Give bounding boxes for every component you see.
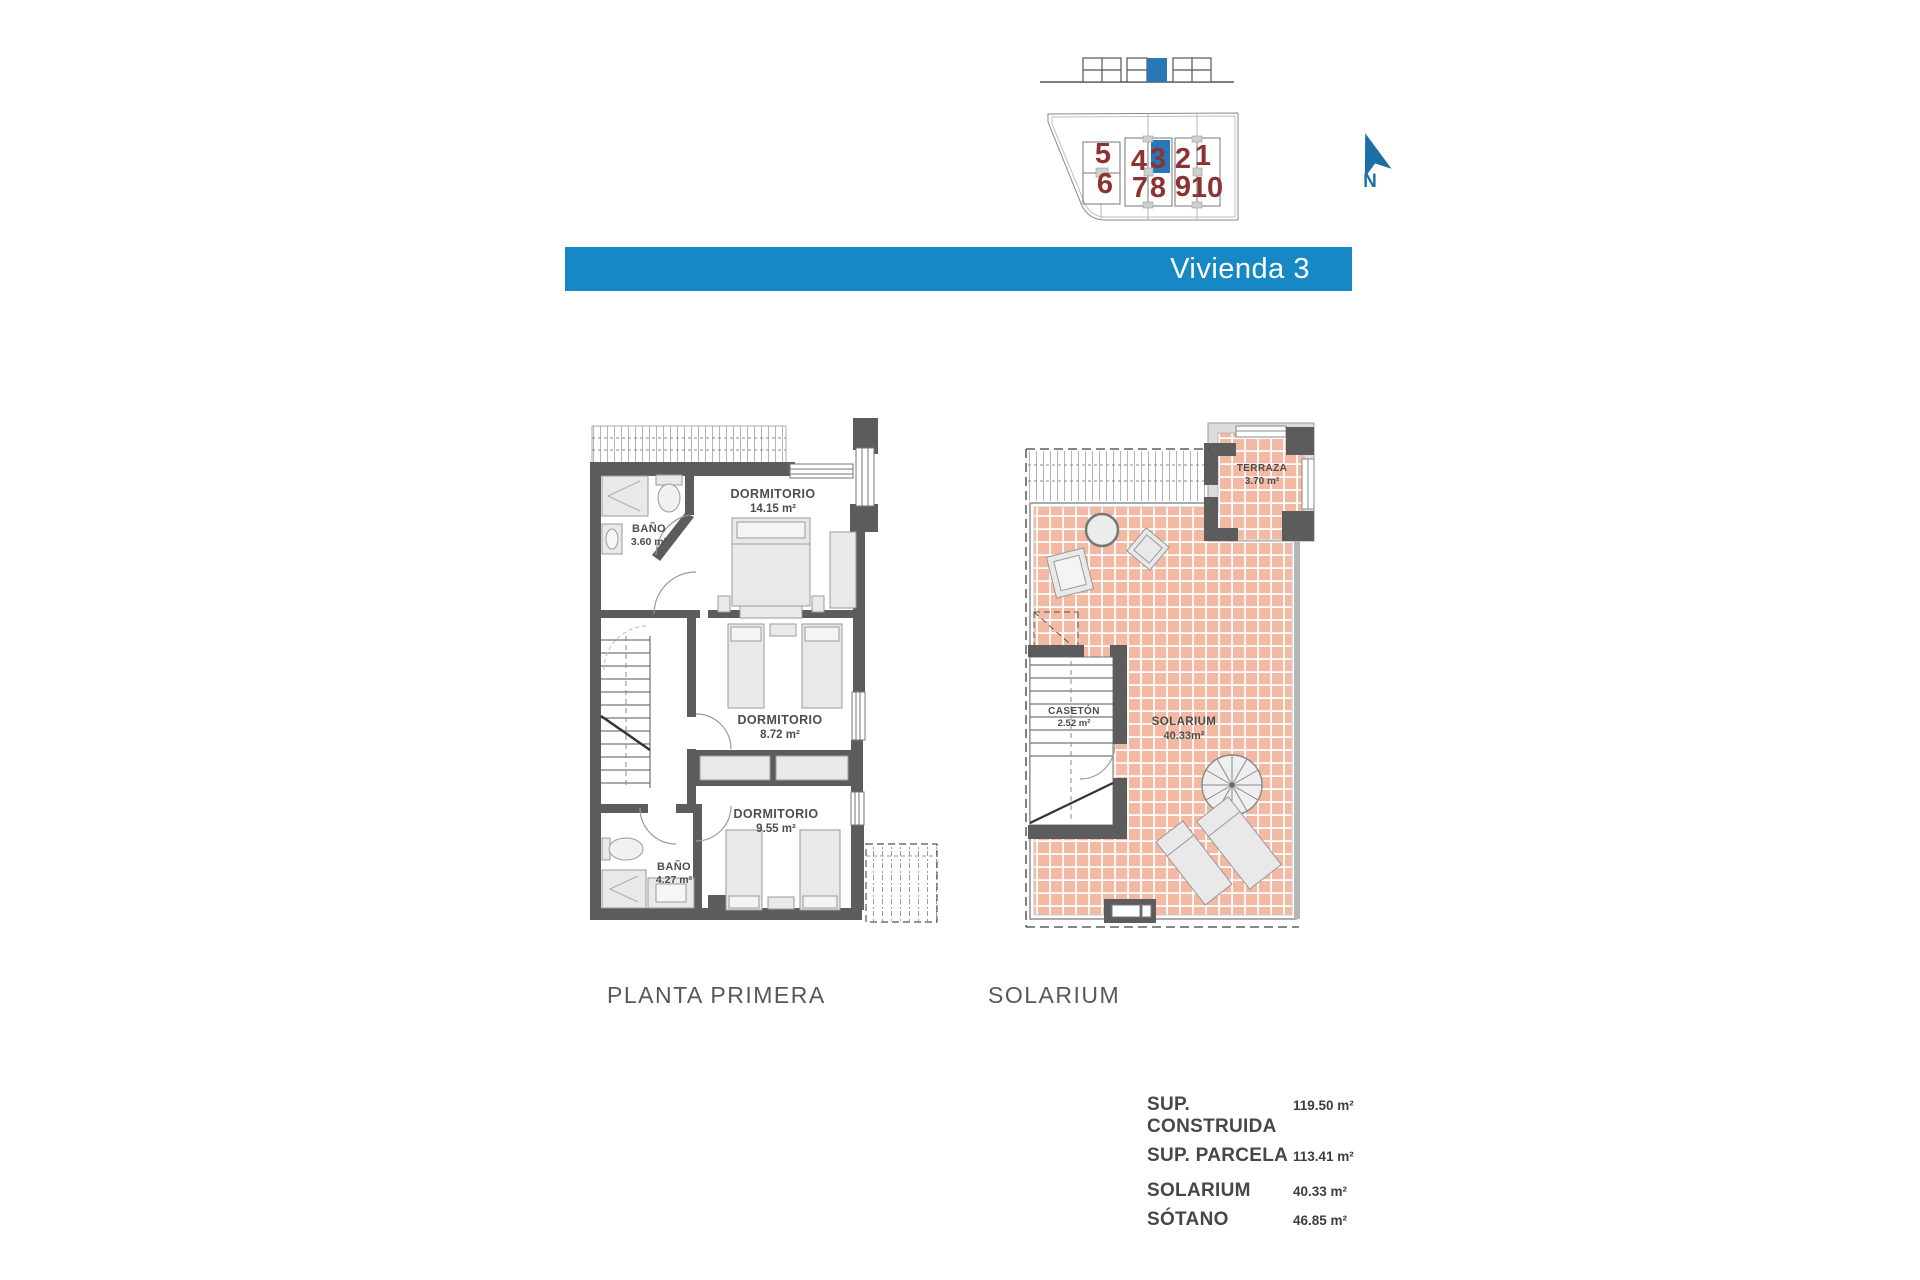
summary-value: 40.33 m² [1293,1184,1348,1199]
vivienda-banner-label: Vivienda 3 [1170,253,1310,285]
vivienda-banner [565,247,1352,291]
summary-row [1147,1145,1407,1167]
door-arcs [640,515,731,844]
unit-number: 9 [1174,171,1192,203]
room-area: 3.70 m² [1244,476,1280,487]
summary-value: 113.41 m² [1293,1149,1354,1164]
elevation-highlighted-unit [1147,58,1167,82]
floorplan-solarium [1012,413,1322,958]
room-label: TERRAZA [1236,463,1288,474]
staircase [601,626,650,788]
summary-label: SUP. PARCELA [1147,1145,1289,1166]
plan-title-solarium: SOLARIUM [988,982,1121,1008]
room-area: 3.60 m² [630,536,668,548]
room-area: 14.15 m² [749,503,797,515]
north-arrow-glyph [1352,130,1392,192]
summary-value: 46.85 m² [1293,1213,1348,1228]
north-arrow [1350,130,1396,192]
unit-number: 4 [1130,145,1148,177]
summary-row [1147,1209,1407,1231]
right-parapet-wall [1294,541,1300,919]
room-area: 4.27 m² [655,874,693,886]
room-area: 9.55 m² [756,823,796,835]
room-label: DORMITORIO [737,713,823,727]
room-label: CASETÓN [1048,706,1100,717]
room-label: SOLARIUM [1151,716,1217,728]
unit-number: 10 [1190,172,1224,204]
room-label: DORMITORIO [733,807,819,821]
unit-number: 6 [1096,168,1114,200]
elevation-buildings [1040,58,1234,82]
summary-value: 119.50 m² [1293,1098,1354,1113]
plan-title-planta-primera: PLANTA PRIMERA [607,982,826,1008]
unit-number: 8 [1149,172,1167,204]
caseton [1028,645,1127,839]
room-label: BAÑO [632,523,666,535]
north-label: N [1363,171,1377,192]
room-area: 2.52 m² [1057,718,1091,729]
unit-number: 3 [1149,143,1167,175]
unit-number: 5 [1094,138,1112,170]
summary-label: SÓTANO [1147,1209,1229,1230]
floorplan-planta-primera [590,418,940,943]
roof-hatch [1028,451,1209,501]
summary-label: SUP. CONSTRUIDA [1147,1094,1277,1137]
pergola-hatch-bottom [866,844,937,922]
room-label: BAÑO [657,861,691,873]
site-plan-drawing [1032,100,1262,235]
unit-number: 2 [1174,143,1192,175]
surface-summary [1147,1094,1407,1238]
roof-hatch-top [592,426,786,464]
summary-label: SOLARIUM [1147,1180,1251,1201]
summary-row [1147,1180,1407,1202]
unit-number: 1 [1194,140,1212,172]
summary-row [1147,1094,1407,1138]
room-label: DORMITORIO [730,487,816,501]
unit-number: 7 [1131,172,1149,204]
vent-block [1104,899,1156,923]
room-area: 40.33m² [1163,730,1205,742]
site-unit-numbers [1095,138,1223,204]
room-area: 8.72 m² [760,729,800,741]
site-elevation-drawing [1038,46,1238,88]
